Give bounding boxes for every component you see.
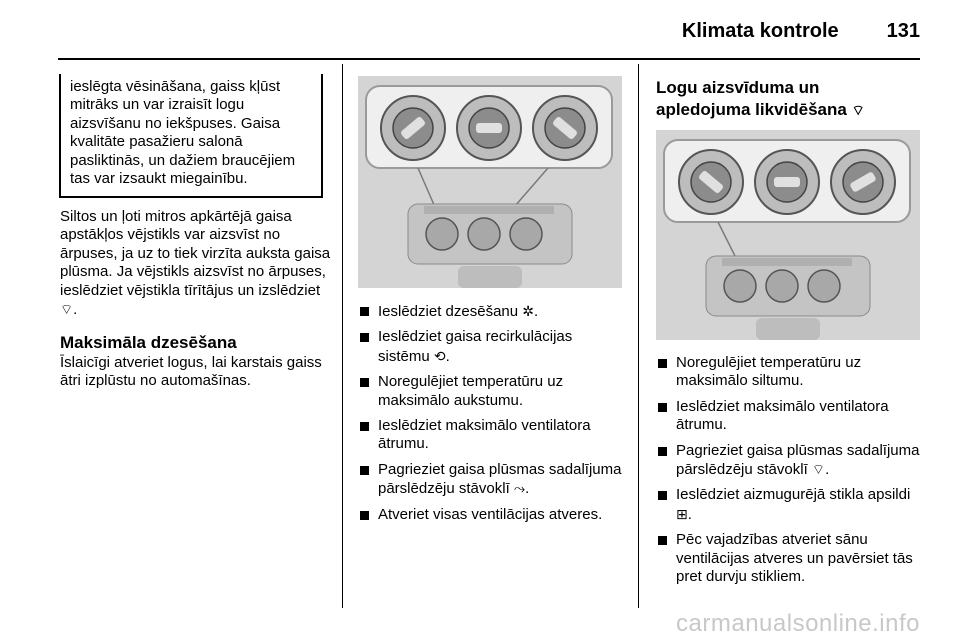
dashboard-illustration <box>656 130 920 340</box>
dashboard-illustration <box>358 76 622 288</box>
recirculation-icon: ⟲ <box>433 347 446 364</box>
column-divider-1 <box>342 64 343 608</box>
list-item: Pagrieziet gaisa plūsmas sadalījuma pārslēdzēju stāvoklī ⌔. <box>656 442 928 480</box>
cooling-steps-list <box>358 302 628 531</box>
list-item: Ieslēdziet aizmugurējā stikla apsildi ⊞. <box>656 486 928 524</box>
airflow-vent-icon: ⤳ <box>513 480 526 497</box>
header-rule <box>58 58 920 60</box>
column-divider-2 <box>638 64 639 608</box>
list-item: Pēc vajadzības atveriet sānu ventilācijas atveres un pavērsiet tās pret durvju stikliem. <box>656 531 928 586</box>
warning-text: ieslēgta vēsināšana, gaiss kļūst mitrāks un var izraisīt logu aizsvīšanu no iekšpuses. Gaisa kvalitāte pasažieru salonā pasliktinās, un dažiem braucējiem tas var izsaukt miegainību. <box>70 78 296 188</box>
rear-window-heater-icon: ⊞ <box>676 505 688 522</box>
list-item: Noregulējiet temperatūru uz maksimālo aukstumu. <box>358 373 628 410</box>
list-item: Noregulējiet temperatūru uz maksimālo siltumu. <box>656 354 928 391</box>
paragraph-fog-outside: Siltos un ļoti mitros apkārtējā gaisa apstākļos vējstikls var aizsvīst no ārpuses, ja uz to tiek virzīta auksta gaisa plūsma. Ja vējstikls aizsvīst no ārpuses, ieslēdziet vējstikla tīrītājus un izslēdziet ⌔. <box>60 208 331 319</box>
warning-box <box>59 74 323 198</box>
list-item: Ieslēdziet maksimālo ventilatora ātrumu. <box>358 417 628 454</box>
page-number: 131 <box>886 19 920 42</box>
paragraph-fog-outside-text: Siltos un ļoti mitros apkārtējā gaisa apstākļos vējstikls var aizsvīst no ārpuses, ja uz to tiek virzīta auksta gaisa plūsma. Ja vējstikls aizsvīst no ārpuses, ieslēdziet vējstikla tīrītājus un izslēdziet <box>60 208 331 299</box>
windscreen-defrost-icon: ⌔ <box>60 301 74 318</box>
list-item: Ieslēdziet gaisa recirkulācijas sistēmu ⟲. <box>358 328 628 366</box>
page-header <box>58 14 920 48</box>
heading-defog-line2: apledojuma likvidēšana ⌔ <box>656 100 865 119</box>
heading-defog-line1: Logu aizsvīduma un <box>656 78 820 97</box>
defog-steps-list <box>656 354 928 593</box>
heading-max-cooling: Maksimāla dzesēšana <box>60 333 237 352</box>
list-item: Atveriet visas ventilācijas atveres. <box>358 506 628 524</box>
climate-control-photo-defog <box>656 130 920 340</box>
chapter-title: Klimata kontrole <box>681 19 839 42</box>
heading-defog <box>656 77 926 121</box>
list-item: Pagrieziet gaisa plūsmas sadalījuma pārslēdzēju stāvoklī ⤳. <box>358 461 628 499</box>
ac-snowflake-icon: ✲ <box>522 303 534 319</box>
list-item: Ieslēdziet maksimālo ventilatora ātrumu. <box>656 398 928 435</box>
windscreen-defrost-icon: ⌔ <box>851 102 865 118</box>
list-item: Ieslēdziet dzesēšanu ✲. <box>358 302 628 321</box>
watermark: carmanualsonline.info <box>676 610 920 637</box>
climate-control-photo-cooling <box>358 76 622 288</box>
windscreen-defrost-icon: ⌔ <box>811 461 826 478</box>
paragraph-open-windows: Īslaicīgi atveriet logus, lai karstais gaiss ātri izplūstu no automašīnas. <box>60 354 322 390</box>
